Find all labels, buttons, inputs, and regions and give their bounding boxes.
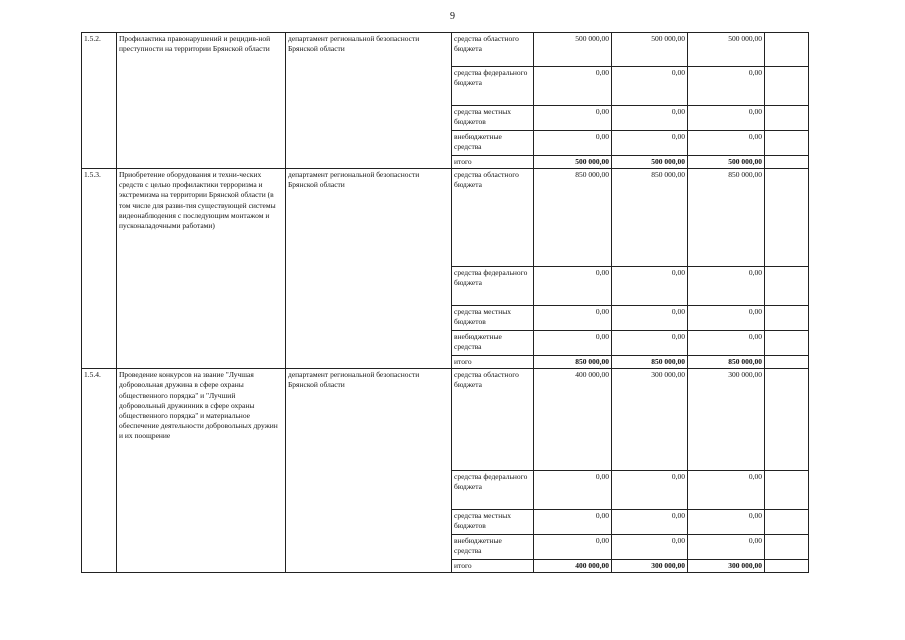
item-code: 1.5.4.: [82, 369, 117, 573]
item-executor: департамент региональной безопасности Брянской области: [286, 169, 452, 369]
amount-cell: 850 000,00: [612, 356, 688, 369]
empty-cell: [765, 535, 809, 560]
amount-cell: 0,00: [534, 67, 612, 106]
amount-cell: 0,00: [688, 106, 765, 131]
amount-cell: 500 000,00: [612, 33, 688, 67]
funding-source: внебюджетные средства: [452, 535, 534, 560]
amount-cell: 0,00: [534, 471, 612, 510]
empty-cell: [765, 267, 809, 306]
item-executor: департамент региональной безопасности Брянской области: [286, 33, 452, 169]
empty-cell: [765, 560, 809, 573]
funding-source: средства федерального бюджета: [452, 471, 534, 510]
amount-cell: 0,00: [534, 131, 612, 156]
amount-cell: 0,00: [612, 471, 688, 510]
amount-cell: 0,00: [688, 67, 765, 106]
amount-cell: 0,00: [534, 106, 612, 131]
table-row: [82, 33, 809, 67]
amount-cell: 0,00: [612, 331, 688, 356]
item-name: Проведение конкурсов на звание "Лучшая добровольная дружина в сфере охраны общественного порядка" и "Лучший добровольный дружинник в сфере охраны общественного порядка" и материальное обеспечение деятельности добровольных дружин и их поощрение: [117, 369, 286, 573]
empty-cell: [765, 67, 809, 106]
funding-source: средства местных бюджетов: [452, 510, 534, 535]
empty-cell: [765, 156, 809, 169]
amount-cell: 500 000,00: [688, 33, 765, 67]
empty-cell: [765, 33, 809, 67]
empty-cell: [765, 131, 809, 156]
amount-cell: 500 000,00: [612, 156, 688, 169]
amount-cell: 0,00: [612, 510, 688, 535]
amount-cell: 0,00: [534, 510, 612, 535]
item-code: 1.5.3.: [82, 169, 117, 369]
table-row: [82, 169, 809, 267]
amount-cell: 0,00: [534, 306, 612, 331]
amount-cell: 300 000,00: [612, 560, 688, 573]
amount-cell: 0,00: [612, 67, 688, 106]
amount-cell: 300 000,00: [612, 369, 688, 471]
funding-source: средства областного бюджета: [452, 33, 534, 67]
amount-cell: 0,00: [612, 131, 688, 156]
amount-cell: 850 000,00: [688, 169, 765, 267]
table-row: [82, 369, 809, 471]
amount-cell: 0,00: [688, 131, 765, 156]
amount-cell: 0,00: [534, 267, 612, 306]
item-executor: департамент региональной безопасности Брянской области: [286, 369, 452, 573]
amount-cell: 0,00: [688, 535, 765, 560]
funding-source: средства федерального бюджета: [452, 67, 534, 106]
budget-table: [81, 32, 809, 573]
amount-cell: 0,00: [612, 306, 688, 331]
amount-cell: 500 000,00: [688, 156, 765, 169]
funding-source: итого: [452, 156, 534, 169]
amount-cell: 300 000,00: [688, 369, 765, 471]
item-name: Профилактика правонарушений и рецидив-ной преступности на территории Брянской области: [117, 33, 286, 169]
item-code: 1.5.2.: [82, 33, 117, 169]
empty-cell: [765, 369, 809, 471]
empty-cell: [765, 510, 809, 535]
funding-source: средства областного бюджета: [452, 369, 534, 471]
amount-cell: 0,00: [688, 331, 765, 356]
amount-cell: 0,00: [612, 267, 688, 306]
amount-cell: 850 000,00: [534, 169, 612, 267]
funding-source: итого: [452, 560, 534, 573]
amount-cell: 0,00: [612, 106, 688, 131]
empty-cell: [765, 106, 809, 131]
empty-cell: [765, 356, 809, 369]
amount-cell: 0,00: [534, 535, 612, 560]
amount-cell: 0,00: [534, 331, 612, 356]
amount-cell: 850 000,00: [612, 169, 688, 267]
funding-source: средства местных бюджетов: [452, 306, 534, 331]
page-number: 9: [450, 11, 455, 22]
empty-cell: [765, 306, 809, 331]
funding-source: средства местных бюджетов: [452, 106, 534, 131]
amount-cell: 500 000,00: [534, 156, 612, 169]
amount-cell: 850 000,00: [534, 356, 612, 369]
amount-cell: 850 000,00: [688, 356, 765, 369]
amount-cell: 0,00: [688, 267, 765, 306]
empty-cell: [765, 331, 809, 356]
item-name: Приобретение оборудования и техни-ческих средств с целью профилактики терроризма и экстремизма на территории Брянской области (в том числе для разви-тия существующей системы видеонаблюдения с последующим монтажом и пусконаладочными работами): [117, 169, 286, 369]
funding-source: итого: [452, 356, 534, 369]
amount-cell: 0,00: [688, 306, 765, 331]
funding-source: средства федерального бюджета: [452, 267, 534, 306]
amount-cell: 500 000,00: [534, 33, 612, 67]
empty-cell: [765, 471, 809, 510]
amount-cell: 0,00: [612, 535, 688, 560]
funding-source: внебюджетные средства: [452, 131, 534, 156]
amount-cell: 0,00: [688, 471, 765, 510]
amount-cell: 0,00: [688, 510, 765, 535]
funding-source: внебюджетные средства: [452, 331, 534, 356]
amount-cell: 300 000,00: [688, 560, 765, 573]
empty-cell: [765, 169, 809, 267]
amount-cell: 400 000,00: [534, 560, 612, 573]
amount-cell: 400 000,00: [534, 369, 612, 471]
funding-source: средства областного бюджета: [452, 169, 534, 267]
